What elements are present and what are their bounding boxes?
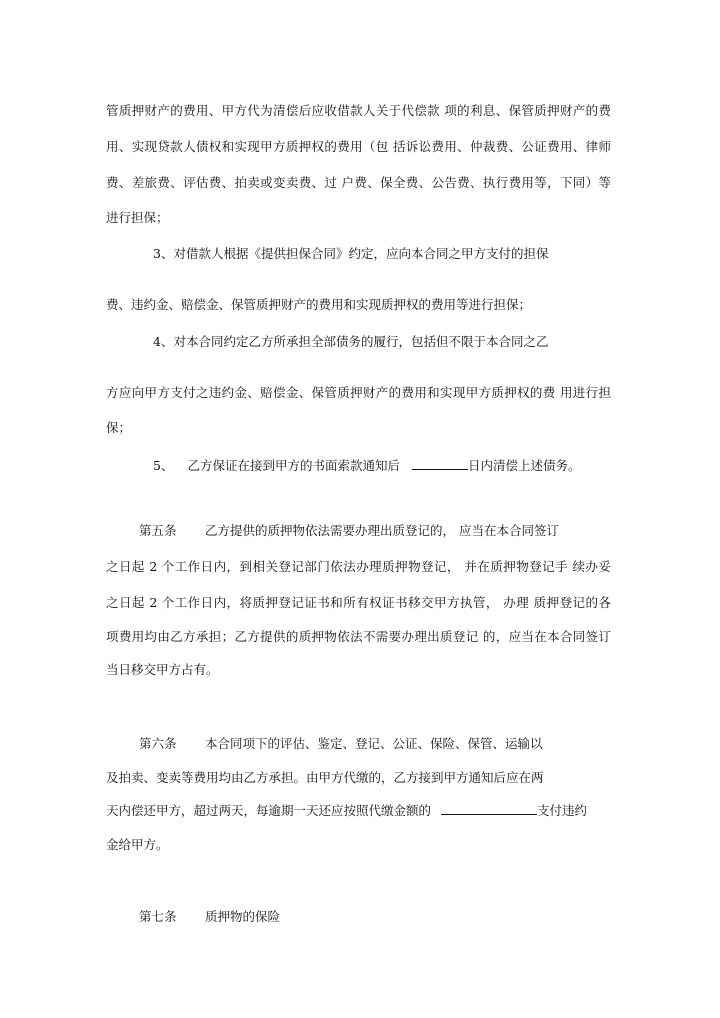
article-5-line-5: 当日移交甲方占有。 [106,662,219,677]
article-6-blank-rate [441,814,537,815]
article-7-heading: 第七条 [139,909,177,924]
item-3-line-1: 3、对借款人根据《提供担保合同》约定，应向本合同之甲方支付的担保 [153,246,549,261]
article-5-line-1: 乙方提供的质押物依法需要办理出质登记的， 应当在本合同签订 [205,523,559,538]
paragraph-1-line-4: 进行担保； [106,210,169,225]
article-6-line-3-after: 支付违约 [537,803,588,818]
item-4-line-2: 方应向甲方支付之违约金、赔偿金、保管质押财产的费用和实现甲方质押权的费 用进行担 [106,385,611,400]
paragraph-1-line-3: 费、差旅费、评估费、拍卖或变卖费、过 户费、保全费、公告费、执行费用等，下同）等 [106,175,611,190]
article-7-title: 质押物的保险 [205,909,281,924]
item-5-line [153,458,580,474]
article-6-line-3-before: 天内偿还甲方，超过两天，每逾期一天还应按照代缴金额的 [106,803,432,818]
article-6-line-4: 金给甲方。 [106,837,169,852]
article-5-heading: 第五条 [139,523,177,538]
article-5-line-4: 项费用均由乙方承担；乙方提供的质押物依法不需要办理出质登记 的，应当在本合同签订 [106,629,611,644]
article-5-line-2: 之日起 2 个工作日内，到相关登记部门依法办理质押物登记， 并在质押物登记手 续办妥 [106,559,611,574]
item-5-number: 5、 [153,458,174,473]
article-6-heading: 第六条 [139,736,177,751]
article-6-line-1: 本合同项下的评估、鉴定、登记、公证、保险、保管、运输以 [205,736,543,751]
item-5-text-after: 日内清偿上述债务。 [467,458,581,473]
paragraph-1-line-1: 管质押财产的费用、甲方代为清偿后应收借款人关于代偿款 项的利息、保管质押财产的费 [106,103,611,118]
item-4-line-1: 4、对本合同约定乙方所承担全部债务的履行，包括但不限于本合同之乙 [153,334,549,349]
item-5-text-before: 乙方保证在接到甲方的书面索款通知后 [187,458,400,473]
item-5-blank-days [412,469,468,470]
item-3-line-2: 费、违约金、赔偿金、保管质押财产的费用和实现质押权的费用等进行担保； [106,297,532,312]
paragraph-1-line-2: 用、实现贷款人债权和实现甲方质押权的费用（包 括诉讼费用、仲裁费、公证费用、律师 [106,139,611,154]
article-6-line-2: 及拍卖、变卖等费用均由乙方承担。由甲方代缴的，乙方接到甲方通知后应在两 [106,770,544,785]
article-5-line-3: 之日起 2 个工作日内，将质押登记证书和所有权证书移交甲方执管， 办理 质押登记的各 [106,595,611,610]
item-4-line-3: 保； [106,420,132,435]
article-6-line-3 [106,803,587,819]
